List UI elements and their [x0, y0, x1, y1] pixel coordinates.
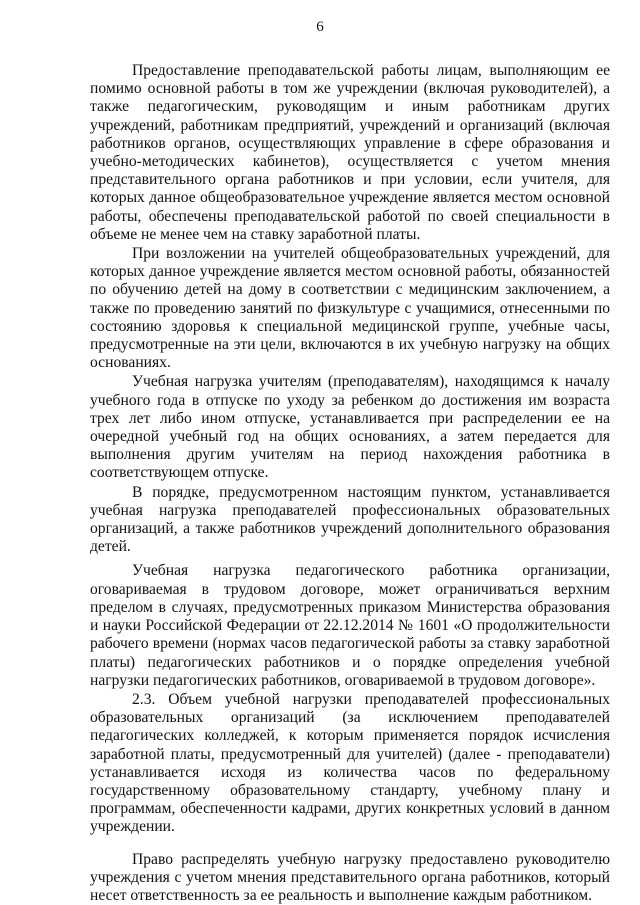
paragraph-teaching-work-provision: Предоставление преподавательской работы лицам, выполняющим ее помимо основной работы в том же учреждении (включая руководителей), а также педагогическим, руководящим и иным работникам других учреждений, работникам предприятий, учреждений и организаций (включая работников органов, осуществляющих управление в сфере образования и учебно-методических кабинетов), осуществляется с учетом мнения представительного органа работников и при условии, если учителя, для которых данное общеобразовательное учреждение является местом основной работы, обеспечены преподавательской работой по своей специальности в объеме не менее чем на ставку заработной платы.	[90, 62, 610, 243]
paragraph-home-education-load: При возложении на учителей общеобразовательных учреждений, для которых данное учреждение является местом основной работы, обязанностей по обучению детей на дому в соответствии с медицинским заключением, а также по проведению занятий по физкультуре с учащимися, отнесенными по состоянию здоровья к специальной медицинской группе, учебные часы, предусмотренные на эти цели, включаются в их учебную нагрузку на общих основаниях.	[90, 245, 610, 372]
paragraph-professional-orgs-load: В порядке, предусмотренном настоящим пунктом, устанавливается учебная нагрузка преподавателей профессиональных образовательных организаций, а также работников учреждений дополнительного образования детей.	[90, 483, 610, 556]
paragraph-leave-load: Учебная нагрузка учителям (преподавателям), находящимся к началу учебного года в отпуске по уходу за ребенком до достижения им возраста трех лет либо ином отпуске, устанавливается при распределении ее на очередной учебный год на общих основаниях, а затем передается для выполнения другим учителям на период нахождения работника в соответствующем отпуске.	[90, 373, 610, 482]
paragraph-load-distribution-right: Право распределять учебную нагрузку предоставлено руководителю учреждения с учетом мнения представительного органа работников, который несет ответственность за ее реальность и выполнение каждым работником.	[90, 850, 610, 904]
paragraph-section-2-3: 2.3. Объем учебной нагрузки преподавателей профессиональных образовательных организаций (за исключением преподавателей педагогических колледжей, к которым применяется порядок исчисления заработной платы, предусмотренный для учителей) (далее - преподаватели) устанавливается исходя из количества часов по федеральному государственному образовательному стандарту, учебному плану и программам, обеспеченности кадрами, других конкретных условий в данном учреждении.	[90, 690, 610, 836]
document-body	[90, 62, 610, 905]
page-number: 6	[316, 19, 324, 35]
paragraph-load-upper-limit: Учебная нагрузка педагогического работника организации, оговариваемая в трудовом договоре, может ограничиваться верхним пределом в случаях, предусмотренных приказом Министерства образования и науки Российской Федерации от 22.12.2014 № 1601 «О продолжительности рабочего времени (нормах часов педагогической работы за ставку заработной платы) педагогических работников и о порядке определения учебной нагрузки педагогических работников, оговариваемой в трудовом договоре».	[90, 562, 610, 689]
